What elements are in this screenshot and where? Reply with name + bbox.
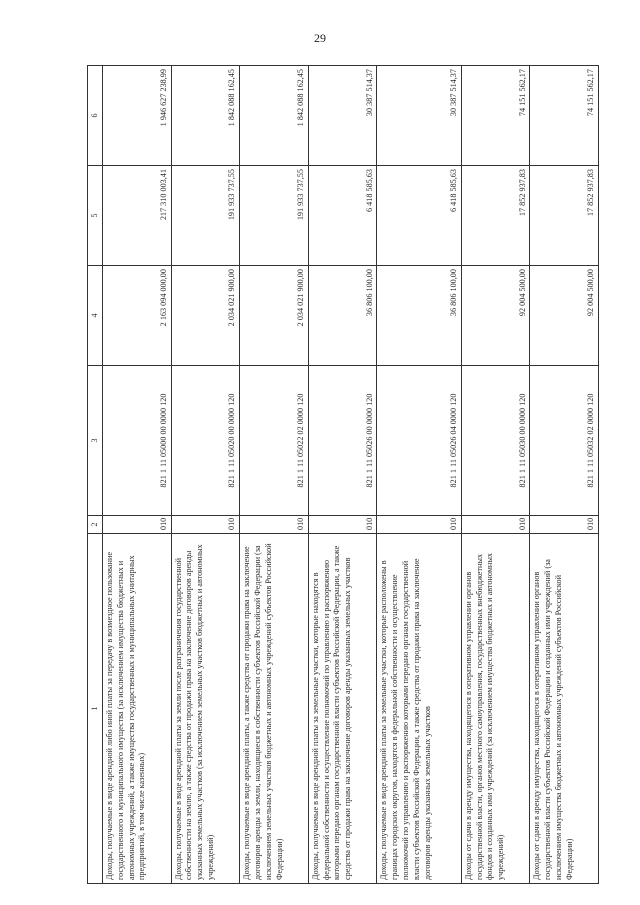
row-code: 010 [171, 516, 240, 534]
table-row [103, 66, 172, 884]
table-row [377, 66, 461, 884]
row-col4: 92 004 500,00 [461, 266, 530, 366]
row-description: Доходы, получаемые в виде арендной платы за земли после разграничения государственной собственности на землю, а также средства от продажи права на заключение договоров аренды указанных земельных участков (за исключением земельных участков бюджетных и автономных учреждений) [171, 534, 240, 884]
row-description: Доходы, получаемые в виде арендной платы, а также средства от продажи права на заключение договоров аренды за земли, находящиеся в собственности субъектов Российской Федерации (за исключением земельных участков бюджетных и автономных учреждений субъектов Российской Федерации) [240, 534, 309, 884]
row-col4: 2 034 021 900,00 [240, 266, 309, 366]
row-code: 010 [240, 516, 309, 534]
row-description: Доходы, получаемые в виде арендной платы за земельные участки, которые расположены в границах городских округов, находятся в федеральной собственности и осуществление полномочий по управлению и распоряжению которыми передано органам государственной власти субъектов Российской Федерации, а также средства от продажи права на заключение договоров аренды указанных земельных участков [377, 534, 461, 884]
row-code: 010 [377, 516, 461, 534]
row-col4: 2 034 021 900,00 [171, 266, 240, 366]
row-col4: 36 806 100,00 [377, 266, 461, 366]
row-col6: 30 387 514,37 [377, 66, 461, 166]
table-row [308, 66, 377, 884]
row-kbk: 821 1 11 05026 04 0000 120 [377, 366, 461, 516]
row-description: Доходы от сдачи в аренду имущества, находящегося в оперативном управлении органов государственной власти, органов местного самоуправления, государственных внебюджетных фондов и созданных ими учреждений (за исключением имущества бюджетных и автономных учреждений) [461, 534, 530, 884]
row-col6: 30 387 514,37 [308, 66, 377, 166]
page-number: 29 [314, 31, 326, 45]
row-col4: 92 004 500,00 [530, 266, 599, 366]
table-row [240, 66, 309, 884]
revenue-table [87, 65, 599, 884]
row-kbk: 821 1 11 05000 00 0000 120 [103, 366, 172, 516]
row-col5: 6 418 585,63 [377, 166, 461, 266]
row-code: 010 [530, 516, 599, 534]
row-col5: 191 933 737,55 [240, 166, 309, 266]
row-code: 010 [461, 516, 530, 534]
row-col5: 17 852 937,83 [461, 166, 530, 266]
row-col6: 1 842 088 162,45 [240, 66, 309, 166]
row-col6: 74 151 562,17 [530, 66, 599, 166]
table-row [171, 66, 240, 884]
row-description: Доходы, получаемые в виде арендной либо иной платы за передачу в возмездное пользование государственного и муниципального имущества (за исключением имущества бюджетных и автономных учреждений, а также имущества государственных и муниципальных унитарных предприятий, в том числе казенных) [103, 534, 172, 884]
table-row [461, 66, 530, 884]
row-col5: 217 310 003,41 [103, 166, 172, 266]
row-description: Доходы от сдачи в аренду имущества, находящегося в оперативном управлении органов государственной власти субъектов Российской Федерации и созданных ими учреждений (за исключением имущества бюджетных и автономных учреждений субъектов Российской Федерации) [530, 534, 599, 884]
row-col5: 191 933 737,55 [171, 166, 240, 266]
row-kbk: 821 1 11 05032 02 0000 120 [530, 366, 599, 516]
rotated-table-container [87, 66, 599, 884]
row-col6: 74 151 562,17 [461, 66, 530, 166]
row-col6: 1 842 088 162,45 [171, 66, 240, 166]
header-cell-3: 3 [88, 366, 103, 516]
row-col5: 17 852 937,83 [530, 166, 599, 266]
row-code: 010 [308, 516, 377, 534]
header-cell-2: 2 [88, 516, 103, 534]
row-kbk: 821 1 11 05026 00 0000 120 [308, 366, 377, 516]
header-cell-1: 1 [88, 534, 103, 884]
row-kbk: 821 1 11 05022 02 0000 120 [240, 366, 309, 516]
row-kbk: 821 1 11 05020 00 0000 120 [171, 366, 240, 516]
row-col5: 6 418 585,63 [308, 166, 377, 266]
table-row [530, 66, 599, 884]
row-col6: 1 946 627 238,99 [103, 66, 172, 166]
row-col4: 2 163 094 000,00 [103, 266, 172, 366]
row-code: 010 [103, 516, 172, 534]
header-cell-6: 6 [88, 66, 103, 166]
header-row [88, 66, 103, 884]
row-col4: 36 806 100,00 [308, 266, 377, 366]
header-cell-5: 5 [88, 166, 103, 266]
header-cell-4: 4 [88, 266, 103, 366]
row-kbk: 821 1 11 05030 00 0000 120 [461, 366, 530, 516]
row-description: Доходы, получаемые в виде арендной платы за земельные участки, которые находятся в федеральной собственности и осуществление полномочий по управлению и распоряжению которыми передано органам государственной власти субъектов Российской Федерации, а также средства от продажи права на заключение договоров аренды указанных земельных участков [308, 534, 377, 884]
